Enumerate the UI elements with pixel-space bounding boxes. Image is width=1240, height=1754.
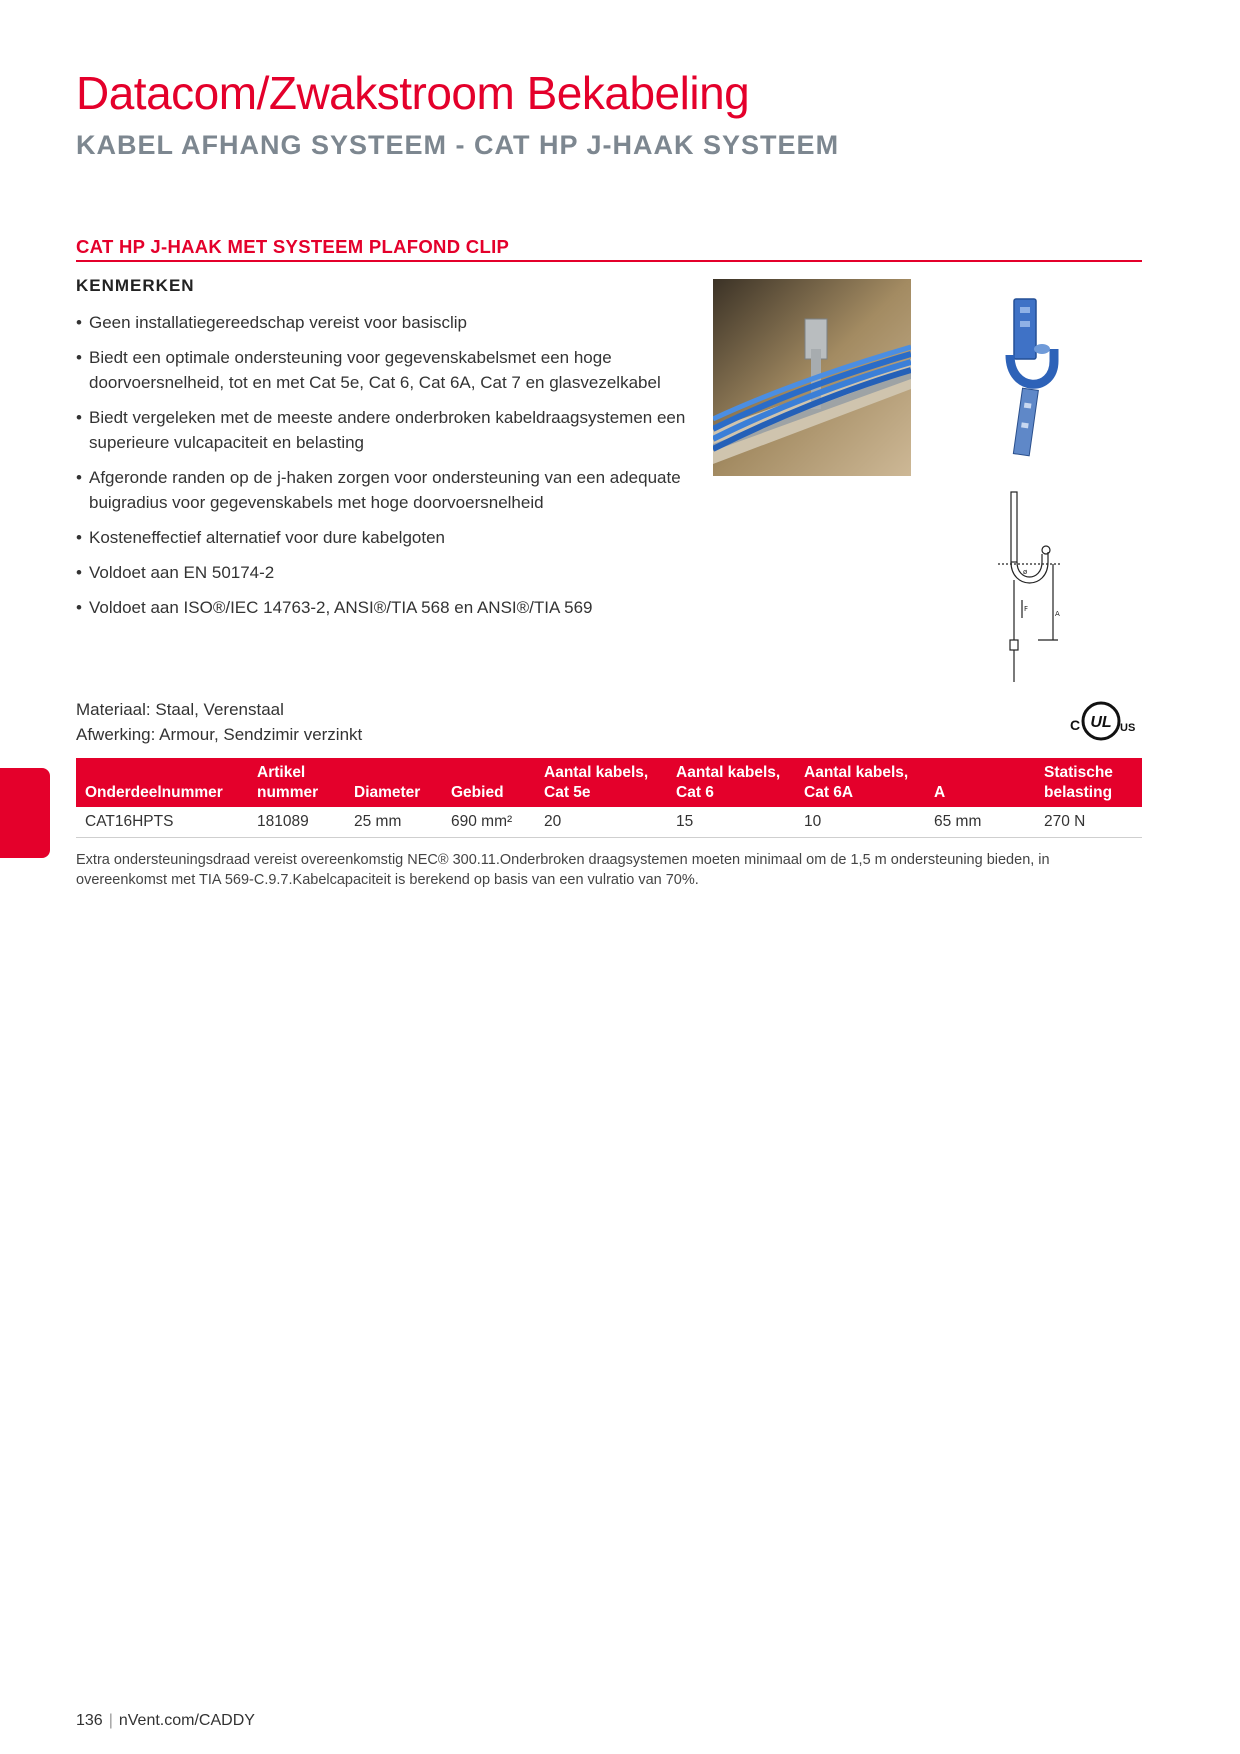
diameter-label: ø: [1023, 568, 1028, 576]
features-heading: KENMERKEN: [76, 276, 195, 295]
bullet: •: [76, 468, 82, 487]
footer-separator: |: [108, 1712, 113, 1729]
page-title: Datacom/Zwakstroom Bekabeling: [76, 67, 750, 119]
footer-link[interactable]: nVent.com/CADDY: [118, 1712, 255, 1729]
bullet: •: [76, 348, 82, 367]
col-header-static-load: Statische belasting: [1044, 764, 1113, 801]
a-label: A: [1055, 610, 1060, 618]
col-header-area: Gebied: [451, 784, 504, 801]
dimension-drawing: [998, 490, 1080, 690]
bullet: •: [76, 598, 82, 617]
table-row: [76, 807, 1142, 838]
feature-item: • Afgeronde randen op de j-haken zorgen voor ondersteuning van een adequate buigradius voor gegevenskabels met hoge doorvoersnelheid: [76, 465, 686, 515]
installation-photo: [713, 279, 911, 476]
col-header-article-number: Artikel nummer: [257, 764, 319, 801]
cell-static-load: 270 N: [1035, 807, 1142, 838]
col-header-diameter: Diameter: [354, 784, 421, 801]
cell-cables-cat5e: 20: [535, 807, 667, 838]
feature-item: • Voldoet aan ISO®/IEC 14763-2, ANSI®/TIA 568 en ANSI®/TIA 569: [76, 595, 686, 620]
feature-item: • Kosteneffectief alternatief voor dure kabelgoten: [76, 525, 686, 550]
features-list: [76, 310, 686, 630]
feature-item: • Biedt vergeleken met de meeste andere onderbroken kabeldraagsystemen een superieure vulcapaciteit en belasting: [76, 405, 686, 455]
bullet: •: [76, 313, 82, 332]
spec-table: [76, 758, 1142, 838]
section-title: CAT HP J-HAAK MET SYSTEEM PLAFOND CLIP: [76, 236, 510, 257]
section-tab-marker: [0, 768, 50, 858]
svg-text:C: C: [1070, 717, 1081, 733]
table-header-row: [76, 758, 1142, 807]
product-image: [992, 293, 1068, 461]
cell-area: 690 mm²: [442, 807, 535, 838]
section-header: [76, 236, 1142, 262]
col-header-cables-cat6a: Aantal kabels, Cat 6A: [804, 764, 909, 801]
finish-line: Afwerking: Armour, Sendzimir verzinkt: [76, 725, 363, 744]
feature-item: • Biedt een optimale ondersteuning voor gegevenskabelsmet een hoge doorvoersnelheid, tot en met Cat 5e, Cat 6, Cat 6A, Cat 7 en glasvezelkabel: [76, 345, 686, 395]
col-header-part-number: Onderdeelnummer: [85, 784, 223, 801]
cell-diameter: 25 mm: [345, 807, 442, 838]
page-number: 136: [76, 1712, 103, 1729]
svg-text:US: US: [1120, 722, 1136, 734]
cell-cables-cat6a: 10: [795, 807, 925, 838]
col-header-cables-cat6: Aantal kabels, Cat 6: [676, 764, 781, 801]
page-footer: [76, 1712, 255, 1730]
bullet: •: [76, 528, 82, 547]
material-line: Materiaal: Staal, Verenstaal: [76, 700, 284, 719]
material-info: [76, 697, 362, 747]
bullet: •: [76, 563, 82, 582]
cell-cables-cat6: 15: [667, 807, 795, 838]
cell-article-number: 181089: [248, 807, 345, 838]
ul-certification-logo: [1066, 696, 1142, 746]
cell-a: 65 mm: [925, 807, 1035, 838]
page-subtitle: KABEL AFHANG SYSTEEM - CAT HP J-HAAK SYSTEEM: [76, 130, 840, 160]
svg-text:UL: UL: [1090, 714, 1112, 731]
feature-item: • Voldoet aan EN 50174-2: [76, 560, 686, 585]
footnote: Extra ondersteuningsdraad vereist overeenkomstig NEC® 300.11.Onderbroken draagsystemen moeten minimaal om de 1,5 m ondersteuning bieden, in overeenkomst met TIA 569-C.9.7.Kabelcapaciteit is berekend op basis van een vulratio van 70%.: [76, 852, 1050, 888]
cell-part-number: CAT16HPTS: [76, 807, 248, 838]
f-label: F: [1024, 605, 1029, 613]
feature-item: • Geen installatiegereedschap vereist voor basisclip: [76, 310, 686, 335]
bullet: •: [76, 408, 82, 427]
col-header-cables-cat5e: Aantal kabels, Cat 5e: [544, 764, 649, 801]
col-header-a: A: [934, 784, 946, 801]
